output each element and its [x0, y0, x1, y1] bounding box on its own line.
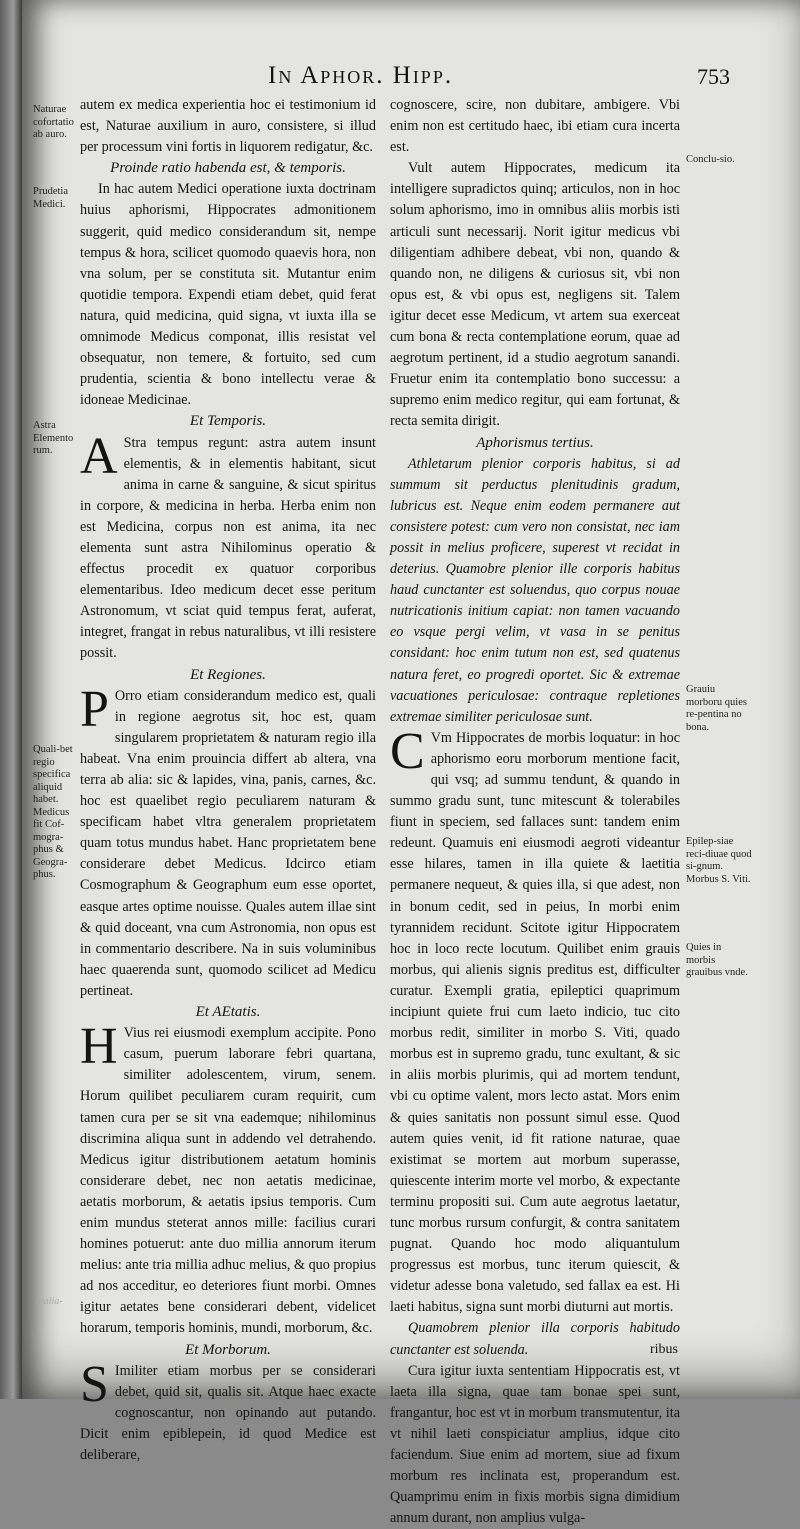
section-heading: Et Temporis. [189, 413, 267, 430]
aphorism-quote: Quamobrem plenior illa corporis habitudo cunctanter est soluenda. [390, 1320, 680, 1358]
section-heading: Aphorismus tertius. [476, 434, 594, 451]
drop-cap: A [80, 427, 118, 485]
drop-cap: S [80, 1355, 109, 1413]
page-header [260, 62, 730, 98]
margin-note: Epilep-siae reci-diuae quod si-gnum. Morbus S. Viti. [686, 836, 752, 885]
margin-note: Quali-bet regio specifica aliquid habet. Medicus fit Cof-mogra-phus & Geogra-phus. [33, 744, 73, 880]
catchword: ribus [650, 1342, 678, 1357]
drop-cap: H [80, 1018, 118, 1076]
margin-note: Conclu-sio. [686, 154, 735, 165]
paragraph: autem ex medica experientia hoc ei testimonium id est, Naturae auxilium in auro, consistere, si illud per processum vini fortis in liquorem redigatur, &c. [80, 97, 376, 156]
margin-note: Astra Elemento rum. [33, 420, 74, 456]
paragraph: Vult autem Hippocrates, medicum ita intelligere supradictos quinq; articulos, non in hoc solum aphorismo, imo in omnibus aliis morbis isti articuli sunt necessarij. Norit igitur medicus vbi diligentiam adhibere debeat, vbi non, quando & quando non, ne diligens & curiosus sit, vbi non opus est, & vbi opus est, negligens sit. Talem igitur decet esse Medicum, vt artem sua exerceat cum bona & recta contemplatione eorum, quae ad aegrotum pertinent, id a studio aegrotum sanandi. Fruetur enim ita contemplatio bono successu: a supremo enim medico regitur, qui eam fortunat, & recta semita dirigit. [390, 160, 680, 430]
drop-cap: P [80, 680, 109, 738]
left-column [80, 95, 376, 1466]
paragraph: A Stra tempus regunt: astra autem insunt elementis, & in elementis habitant, sicut anima in carne & sanguine, & sicut spiritus in corpore, & medicina in herba. Herba enim non est Medicina, corpus non est anima, ita nec elementa sunt astra Nihilominus operatio & effectus procedit ex quatuor corporibus elementaribus. Ideo medicum decet esse peritum Astronomum, vt sciat quid tempus ferat, auferat, integret, frangat in rebus naturalibus, vt illi resistere possit. [80, 427, 376, 662]
margin-note: Naturae cofortatio ab auro. [33, 104, 74, 140]
page-number: 753 [697, 64, 730, 89]
paragraph: H Vius rei eiusmodi exemplum accipite. Pono casum, puerum laborare febri quartana, similiter adolescentem, virum, senem. Horum quilibet peculiarem curam requirit, cum tamen cura per se sit vna eademque; nihilominus discrimina aliqua sunt in addendo vel detrahendo. Medicus igitur distributionem aetatum hominis considerare debet, nec non aetatis medicinae, aetatis morborum, & aetatis ipsius temporis. Cum enim mundus steterat annos mille: facilius curari homines potuerut: ante duo millia annorum iterum melius: ante tria millia adhuc melius, & quo propius ad nos acceditur, eo deteriores fiunt morbi. Omnes igitur aetates bene considerari debent, videlicet horarum, temporis hominis, mundi, morborum, &c. [80, 1018, 376, 1337]
section-heading: Et Morborum. [185, 1341, 271, 1358]
previous-page-edge [0, 0, 22, 1399]
paragraph: In hac autem Medici operatione iuxta doctrinam huius aphorismi, Hippocrates admonitionem suggerit, quid medico considerandum sit, nempe tempus & hora, scilicet quomodo quaevis hora, non vna solum, per se constituta sit. Mutantur enim quotidie tempora. Expendi etiam debet, quid ferat natura, quid medicina, quid signa, vt iuxta illa se omnimode Medicus componat, illis resistat vel obsequatur, non temere, & fortuito, sed cum prudentia, scientia & bono intellectu verae & idoneae Medicinae. [80, 181, 376, 409]
section-heading: Et Regiones. [190, 666, 266, 683]
margin-note: inalia- [36, 1296, 63, 1307]
paragraph: C Vm Hippocrates de morbis loquatur: in hoc aphorismo eoru morborum mentione facit, qui vsq; ad summu tendunt, & quando in summo gradu sunt, tunc mitescunt & tolerabiles fiunt in speciem, sed fallaces sunt: tandem enim redeunt. Quamuis eni eiusmodi aegroti videantur esse hilares, tamen in illa quiete & laetitia permanere nequeut, & quies illa, si que adest, non in bonum cedit, sed in peius, In morbi enim tyrannidem recidunt. Scitote igitur Hippocratem hoc in loco recte locutum. Quilibet enim grauis morbus, qui alienis signis preditus est, difficulter curatur. Exempli gratia, epileptici quaprimum incipiunt quiete frui cum laeto indicio, tuc cito morbus redit, similiter in morbo S. Viti, quado morbus est in supremo gradu, tunc exultant, & sic in aliis morbis plurimis, qui ad mortem tendunt, vbi cu optime valent, mors lecto astat. Mors enim & quies sanitatis non possunt simul esse. Quod autem quies venit, id fit ratione naturae, quae existimat se mortem aut morbum superasse, quiescente interim morte vel morbo, & expectante terminu propositi sui. Cum aute aegrotus laetatur, tunc morbus rursum confurgit, & contra sanitatem pugnat. Quando hoc modo aliquantulum progressus est morbus, tunc iterum quiescit, & videtur adesse bona valetudo, sed fallax ea est. Hi laeti habitus, signa sunt morbi diuturni aut mortis. [390, 722, 680, 1316]
margin-note: Prudetia Medici. [33, 186, 68, 210]
aphorism-text: Athletarum plenior corporis habitus, si ad summum sit perductus plenitudinis gradum, lubricus est. Neque enim eodem permanere aut consistere potest: cum vero non consistat, nec iam possit in melius proficere, superest vt recidat in deterius. Quamobre plenior ille corporis habitus haud cunctanter est soluendus, quo corpus nouae nutricationis initium capiat: non tamen vacuando eo vsque pergi velim, vt vasa in se penitus considant: hoc enim tutum non est, sed quatenus natura feret, eo progredi oportet. Sic & extremae vacuationes periculosae: contraque repletiones extremae similiter periculosae sunt. [390, 455, 680, 725]
paragraph: P Orro etiam considerandum medico est, quali in regione aegrotus sit, hoc est, quam singularem proprietatem & naturam regio illa habeat. Vna enim prouincia differt ab altera, vna terra ab alia: sic & lapides, vina, panis, carnes, &c. hoc est quaelibet regio peculiarem naturam & specificam habet vltra generalem proprietatem quam totus mundus habet. Hanc proprietatem bene considerare debet Medicus. Idcirco etiam Cosmographum & Geographum eum esse oportet, easque artes optime nouisse. Quales autem illae sint & quid doceant, vna cum Astronomia, non opus est in commentario describere. Na in suis voluminibus haec quaerenda sunt, quomodo scilicet ad Medicu pertineat. [80, 680, 376, 999]
right-column [390, 95, 680, 1529]
paragraph: S Imiliter etiam morbus per se considerari debet, quid sit, qualis sit. Atque haec exacte cognoscantur, non opinando aut putando. Dicit enim epiblepein, id quod Medice est deliberare, [80, 1355, 376, 1463]
paragraph: Cura igitur iuxta sententiam Hippocratis est, vt laeta illa signa, quae tam bonae spei sunt, frangantur, hoc est vt in morbum transmutentur, ita vt nihil laeti conspiciatur amplius, idque cito faciendum. Siue enim ad mortem, siue ad fixum morbum res inclinata est, properandum est. Quamprimu enim in fixis morbis signa dimidium annum durant, non amplius vulga- [390, 1362, 680, 1527]
section-heading: Et AEtatis. [195, 1004, 261, 1021]
drop-cap: C [390, 722, 425, 780]
running-title: In Aphor. Hipp. [268, 62, 454, 89]
margin-note: Grauiu morboru quies re-pentina no bona. [686, 684, 747, 733]
paragraph: cognoscere, scire, non dubitare, ambigere. Vbi enim non est certitudo haec, ibi etiam cura incerta est. [390, 97, 680, 156]
section-heading: Proinde ratio habenda est, & temporis. [110, 160, 346, 177]
margin-note: Quies in morbis grauibus vnde. [686, 942, 748, 978]
